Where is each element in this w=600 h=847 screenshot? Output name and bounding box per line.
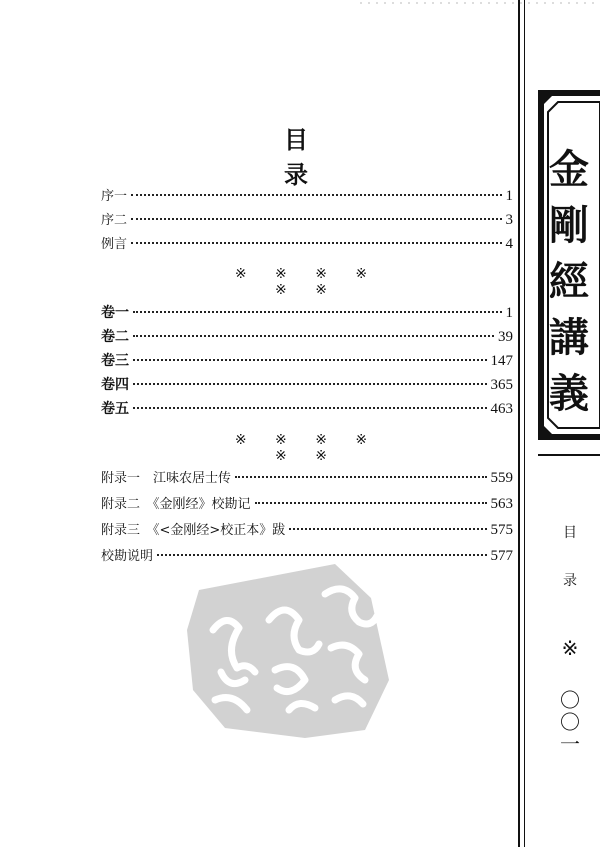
spine-rule-outer	[518, 0, 520, 847]
toc-title: 目 录	[284, 125, 326, 189]
toc-entry-label: 序二	[101, 213, 128, 228]
spine-section-char: 目	[563, 525, 577, 541]
toc-entry-label: 卷二	[101, 329, 129, 345]
toc-entry[interactable]	[101, 398, 513, 420]
toc-entry-label: 附录二 《金刚经》校勘记	[101, 497, 251, 512]
toc-entry-label: 例言	[101, 237, 128, 252]
toc-entry[interactable]	[101, 233, 513, 255]
section-separator: ※ ※ ※ ※ ※ ※	[234, 432, 380, 464]
leader-dots	[289, 528, 486, 530]
toc-entry-page: 575	[490, 522, 513, 538]
spine-page-number-char: 〇	[560, 710, 580, 734]
toc-entry-label: 序一	[101, 189, 128, 204]
toc-entry[interactable]	[101, 302, 513, 324]
toc-entry[interactable]	[101, 209, 513, 231]
toc-entry[interactable]	[101, 350, 513, 372]
leader-dots	[157, 554, 486, 556]
leader-dots	[255, 502, 487, 504]
toc-entry[interactable]	[101, 493, 513, 515]
toc-entry-page: 577	[490, 548, 513, 564]
spine-page-number-char: 〇	[560, 688, 580, 712]
top-edge-marks	[360, 0, 600, 8]
toc-entry-page: 463	[490, 401, 513, 417]
toc-entry[interactable]	[101, 519, 513, 541]
spine-title-char: 剛	[549, 202, 589, 249]
leader-dots	[235, 476, 486, 478]
leader-dots	[131, 218, 501, 220]
leader-dots	[131, 242, 501, 244]
section-separator: ※ ※ ※ ※ ※ ※	[234, 266, 380, 298]
spine-title-char: 義	[549, 370, 589, 417]
spine-page-number-char: 一	[560, 732, 580, 756]
toc-entry-label: 附录三 《<金刚经>校正本》跋	[101, 523, 286, 538]
leader-dots	[133, 359, 487, 361]
spine-title-char: 金	[549, 146, 589, 193]
seal-stamp	[185, 560, 395, 740]
leader-dots	[133, 335, 494, 337]
leader-dots	[133, 383, 487, 385]
toc-entry-page: 3	[505, 212, 513, 228]
toc-entry-label: 卷四	[101, 377, 129, 393]
spine-ornament: ※	[561, 636, 579, 660]
spine-rule-inner	[524, 0, 525, 847]
toc-entry-page: 563	[490, 496, 513, 512]
toc-entry-label: 卷一	[101, 305, 129, 321]
toc-entry-page: 4	[505, 236, 513, 252]
toc-entry-page: 365	[490, 377, 513, 393]
toc-entry-label: 附录一 江味农居士传	[101, 471, 232, 486]
spine-title-char: 講	[549, 314, 589, 361]
toc-entry-page: 1	[505, 188, 513, 204]
toc-entry[interactable]	[101, 185, 513, 207]
spine-divider	[538, 454, 600, 456]
toc-entry-page: 1	[505, 305, 513, 321]
toc-entry[interactable]	[101, 467, 513, 489]
toc-entry-page: 559	[490, 470, 513, 486]
leader-dots	[133, 407, 487, 409]
toc-entry[interactable]	[101, 326, 513, 348]
toc-entry-label: 卷三	[101, 353, 129, 369]
leader-dots	[133, 311, 502, 313]
leader-dots	[131, 194, 501, 196]
toc-entry-label: 卷五	[101, 401, 129, 417]
spine-book-title	[538, 142, 600, 422]
toc-entry-page: 147	[490, 353, 513, 369]
toc-entry-page: 39	[498, 329, 513, 345]
toc-entry[interactable]	[101, 374, 513, 396]
spine-section-char: 录	[563, 573, 577, 589]
toc-entry-label: 校勘说明	[101, 549, 154, 564]
spine-title-char: 經	[549, 258, 589, 305]
